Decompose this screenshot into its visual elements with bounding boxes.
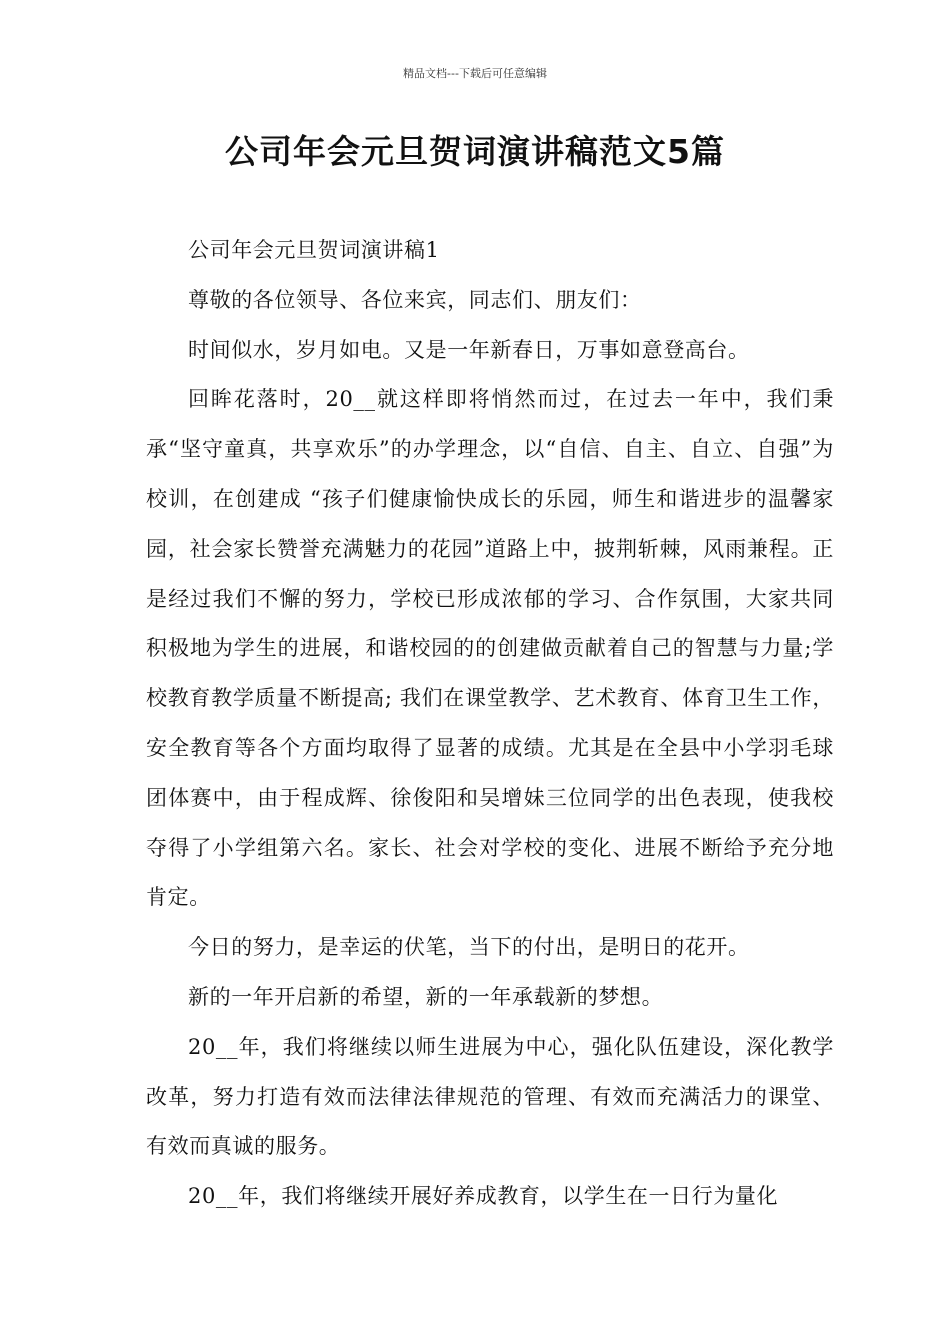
document-body [146,226,834,1222]
header-note: 精品文档---下载后可任意编辑 [403,67,547,80]
body-paragraph: 20__年，我们将继续开展好养成教育，以学生在一日行为量化 [188,1184,779,1209]
body-paragraph: 时间似水，岁月如电。又是一年新春日，万事如意登高台。 [188,337,750,362]
salutation-paragraph: 尊敬的各位领导、各位来宾，同志们、朋友们： [188,287,642,312]
body-paragraph: 新的一年开启新的希望，新的一年承载新的梦想。 [188,984,664,1009]
section-heading: 公司年会元旦贺词演讲稿1 [188,238,440,262]
body-paragraph: 今日的努力，是幸运的伏笔，当下的付出，是明日的花开。 [188,935,750,960]
document-title: 公司年会元旦贺词演讲稿范文5篇 [225,132,725,171]
body-paragraph: 20__年，我们将继续以师生进展为中心，强化队伍建设，深化教学改革，努力打造有效而法律法律规范的管理、有效而充满活力的课堂、有效而真诚的服务。 [146,1034,834,1159]
body-paragraph: 回眸花落时，20__就这样即将悄然而过，在过去一年中，我们秉承“坚守童真，共享欢乐”的办学理念，以“自信、自主、自立、自强”为校训，在创建成 “孩子们健康愉快成长的乐园，师生和谐进步的温馨家园，社会家长赞誉充满魅力的花园”道路上中，披荆斩棘，风雨兼程。正是经过我们不懈的努力，学校已形成浓郁的学习、合作氛围，大家共同积极地为学生的进展，和谐校园的的创建做贡献着自己的智慧与力量;学校教育教学质量不断提高; 我们在课堂教学、艺术教育、体育卫生工作，安全教育等各个方面均取得了显著的成绩。尤其是在全县中小学羽毛球团体赛中，由于程成辉、徐俊阳和吴增妹三位同学的出色表现，使我校夺得了小学组第六名。家长、社会对学校的变化、进展不断给予充分地肯定。 [146,387,834,910]
